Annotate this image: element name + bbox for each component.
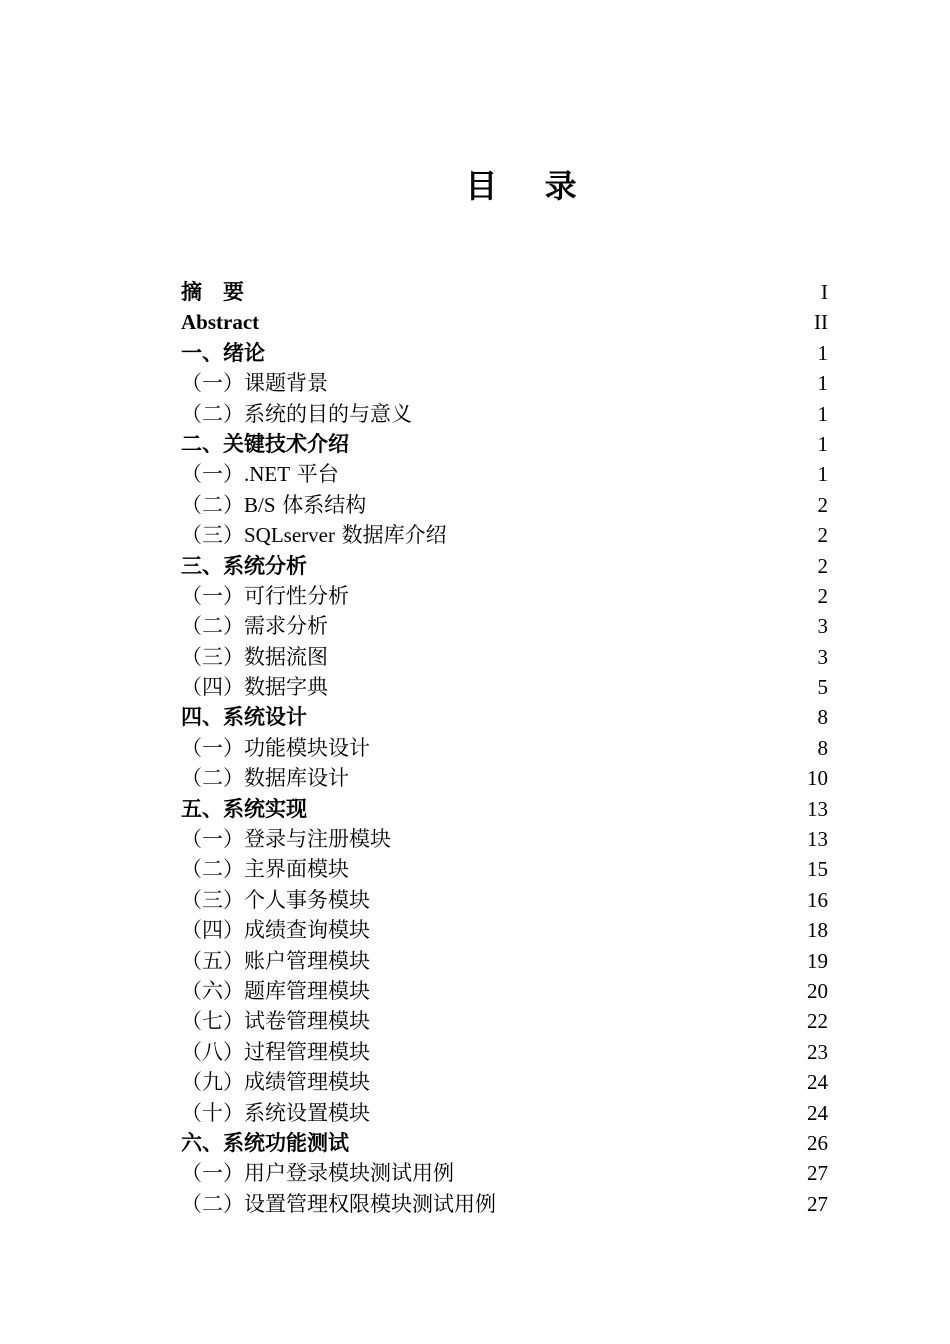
toc-entry[interactable] — [181, 733, 829, 763]
toc-entry[interactable] — [181, 1037, 829, 1067]
toc-entry-page-number: 1 — [817, 431, 828, 456]
toc-entry-page-number: 13 — [807, 796, 828, 821]
toc-entry-label: （一）可行性分析 — [181, 583, 349, 608]
toc-entry-page-number: 2 — [817, 553, 828, 578]
toc-entry[interactable] — [181, 1128, 829, 1158]
toc-entry[interactable] — [181, 338, 829, 368]
toc-entry[interactable] — [181, 1098, 829, 1128]
toc-entry[interactable] — [181, 885, 829, 915]
toc-entry[interactable] — [181, 581, 829, 611]
toc-entry[interactable] — [181, 399, 829, 429]
toc-entry[interactable] — [181, 490, 829, 520]
toc-entry-page-number: 2 — [817, 492, 828, 517]
toc-entry-label: （一）登录与注册模块 — [181, 827, 391, 852]
toc-entry-label: （三）SQLserver 数据库介绍 — [181, 523, 447, 548]
toc-entry-page-number: 22 — [807, 1009, 828, 1034]
toc-entry[interactable] — [181, 854, 829, 884]
toc-entry-label: （二）主界面模块 — [181, 857, 349, 882]
toc-entry-page-number: 10 — [807, 766, 828, 791]
toc-entry[interactable] — [181, 368, 829, 398]
toc-entry-label: （二）系统的目的与意义 — [181, 401, 412, 426]
toc-entry-label: （二）需求分析 — [181, 614, 328, 639]
toc-entry-label: （二）B/S 体系结构 — [181, 492, 367, 517]
toc-entry-page-number: 15 — [807, 857, 828, 882]
toc-entry-page-number: II — [814, 310, 828, 335]
toc-entry-label: （一）功能模块设计 — [181, 735, 370, 760]
toc-entry-page-number: 8 — [817, 705, 828, 730]
toc-entry-page-number: 2 — [817, 583, 828, 608]
toc-entry-label: 摘 要 — [181, 280, 244, 304]
toc-entry-label: （三）数据流图 — [181, 644, 328, 669]
toc-entry-page-number: 13 — [807, 827, 828, 852]
toc-entry-label: （五）账户管理模块 — [181, 948, 370, 973]
toc-entry-page-number: 1 — [817, 371, 828, 396]
toc-entry-page-number: 1 — [817, 340, 828, 365]
toc-entry-label: （一）用户登录模块测试用例 — [181, 1161, 454, 1186]
toc-entry-page-number: 3 — [817, 644, 828, 669]
toc-entry[interactable] — [181, 763, 829, 793]
toc-entry[interactable] — [181, 1006, 829, 1036]
toc-entry-page-number: 20 — [807, 978, 828, 1003]
toc-entry[interactable] — [181, 1189, 829, 1219]
toc-entry[interactable] — [181, 1067, 829, 1097]
toc-entry[interactable] — [181, 702, 829, 732]
toc-entry-page-number: I — [821, 280, 828, 304]
toc-entry-label: （七）试卷管理模块 — [181, 1009, 370, 1034]
toc-entry[interactable] — [181, 307, 829, 337]
toc-entry-label: 三、系统分析 — [181, 553, 307, 578]
toc-entry-page-number: 2 — [817, 523, 828, 548]
toc-entry-page-number: 1 — [817, 401, 828, 426]
toc-entry-label: 六、系统功能测试 — [181, 1130, 349, 1155]
toc-entry-label: 五、系统实现 — [181, 796, 307, 821]
toc-entry[interactable] — [181, 551, 829, 581]
toc-entry-page-number: 8 — [817, 735, 828, 760]
toc-entry-label: 四、系统设计 — [181, 705, 307, 730]
toc-entry-label: （一）.NET 平台 — [181, 462, 339, 487]
toc-entry-label: （四）成绩查询模块 — [181, 918, 370, 943]
toc-entry-label: （十）系统设置模块 — [181, 1100, 370, 1125]
toc-entry[interactable] — [181, 915, 829, 945]
toc-entry[interactable] — [181, 642, 829, 672]
toc-entry-page-number: 3 — [817, 614, 828, 639]
toc-entry-label: Abstract — [181, 310, 260, 335]
toc-entry[interactable] — [181, 429, 829, 459]
toc-entry[interactable] — [181, 794, 829, 824]
toc-entry-page-number: 27 — [807, 1191, 828, 1216]
toc-entry-label: （九）成绩管理模块 — [181, 1070, 370, 1095]
toc-entry-label: 二、关键技术介绍 — [181, 431, 349, 456]
toc-entry-page-number: 24 — [807, 1100, 828, 1125]
toc-entry-page-number: 5 — [817, 675, 828, 700]
table-of-contents — [181, 277, 829, 1219]
toc-entry-page-number: 1 — [817, 462, 828, 487]
toc-entry-label: （二）设置管理权限模块测试用例 — [181, 1191, 496, 1216]
toc-entry-label: （二）数据库设计 — [181, 766, 349, 791]
toc-entry[interactable] — [181, 976, 829, 1006]
toc-entry-page-number: 18 — [807, 918, 828, 943]
toc-entry-page-number: 16 — [807, 887, 828, 912]
page-title: 目 录 — [465, 167, 595, 205]
toc-entry-page-number: 26 — [807, 1130, 828, 1155]
toc-entry[interactable] — [181, 824, 829, 854]
toc-entry-label: （六）题库管理模块 — [181, 978, 370, 1003]
toc-entry-label: （八）过程管理模块 — [181, 1039, 370, 1064]
toc-entry-page-number: 27 — [807, 1161, 828, 1186]
toc-entry[interactable] — [181, 946, 829, 976]
toc-entry[interactable] — [181, 611, 829, 641]
toc-entry-label: （三）个人事务模块 — [181, 887, 370, 912]
toc-entry-label: （一）课题背景 — [181, 371, 328, 396]
toc-entry[interactable] — [181, 672, 829, 702]
toc-entry-label: （四）数据字典 — [181, 675, 328, 700]
toc-entry[interactable] — [181, 459, 829, 489]
toc-entry[interactable] — [181, 1158, 829, 1188]
toc-entry[interactable] — [181, 277, 829, 307]
toc-entry[interactable] — [181, 520, 829, 550]
toc-entry-label: 一、绪论 — [181, 340, 265, 365]
toc-entry-page-number: 23 — [807, 1039, 828, 1064]
toc-entry-page-number: 19 — [807, 948, 828, 973]
toc-entry-page-number: 24 — [807, 1070, 828, 1095]
